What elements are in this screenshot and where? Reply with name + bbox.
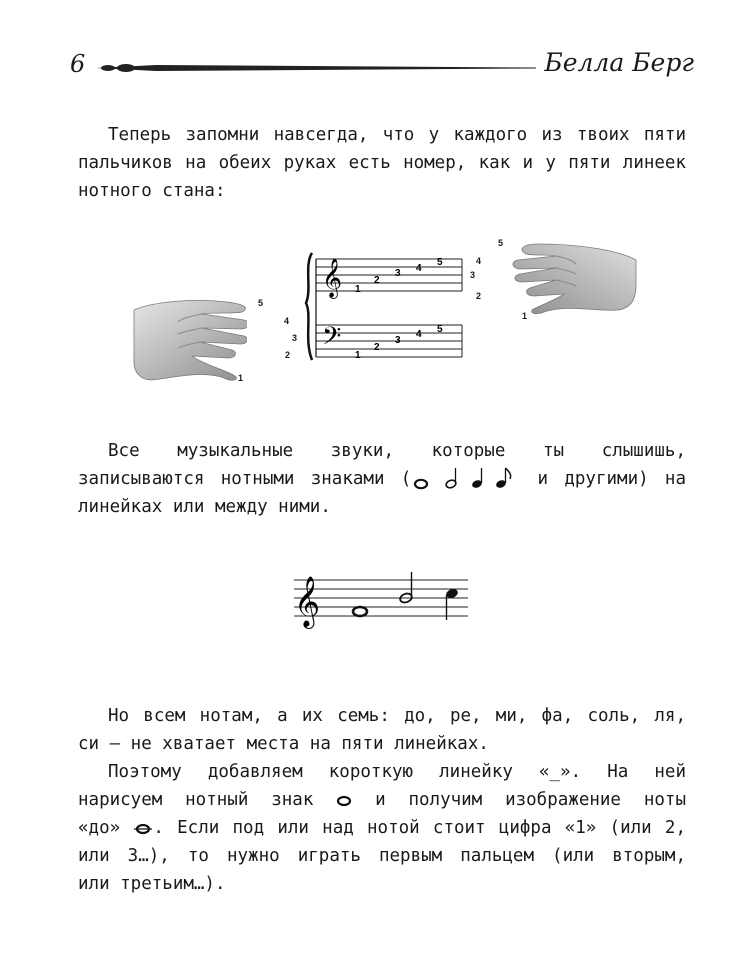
text-line bbox=[78, 814, 686, 842]
page-number: 6 bbox=[70, 50, 86, 78]
bass-number-5: 5 bbox=[437, 324, 443, 335]
text-segment: «до» bbox=[78, 818, 134, 838]
staff-brace bbox=[306, 253, 312, 360]
bass-clef-icon: 𝄢 bbox=[322, 323, 342, 356]
left-finger-4: 4 bbox=[284, 316, 290, 326]
left-finger-3: 3 bbox=[292, 333, 298, 343]
treble-number-5: 5 bbox=[437, 257, 443, 268]
text-segment: и получим изображение ноты bbox=[352, 790, 686, 810]
text-line: Поэтому добавляем короткую линейку «_». На ней bbox=[108, 762, 686, 782]
page-header bbox=[0, 48, 732, 88]
treble-number-1: 1 bbox=[355, 284, 361, 295]
text-line: си — не хватает места на пяти линейках. bbox=[78, 734, 489, 754]
text-segment: и другими) на bbox=[521, 469, 686, 489]
text-line bbox=[78, 786, 686, 814]
left-finger-5: 5 bbox=[258, 298, 264, 308]
treble-clef-icon: 𝄞 bbox=[322, 259, 343, 297]
right-finger-3: 3 bbox=[470, 270, 476, 280]
text-line: Все музыкальные звуки, которые ты слышишь, bbox=[108, 441, 686, 461]
grand-staff bbox=[302, 245, 467, 370]
text-line: Но всем нотам, а их семь: до, ре, ми, фа, соль, ля, bbox=[108, 706, 686, 726]
author-name: Белла Берг bbox=[544, 48, 694, 77]
left-finger-1: 1 bbox=[238, 373, 244, 383]
text-line: линейках или между ними. bbox=[78, 497, 331, 517]
text-line: нотного стана: bbox=[78, 181, 226, 201]
bass-number-1: 1 bbox=[355, 350, 361, 361]
decorative-rule bbox=[96, 58, 536, 78]
bass-number-2: 2 bbox=[374, 342, 380, 353]
text-line: или 3…), то нужно играть первым пальцем (или вторым, bbox=[78, 846, 686, 866]
paragraph-seven-notes bbox=[78, 702, 686, 758]
whole-note-icon bbox=[353, 607, 367, 616]
left-finger-2: 2 bbox=[285, 350, 291, 360]
treble-number-3: 3 bbox=[395, 268, 401, 279]
bass-number-4: 4 bbox=[416, 329, 422, 340]
text-line: пальчиков на обеих руках есть номер, как и у пяти линеек bbox=[78, 153, 686, 173]
whole-note-icon bbox=[336, 793, 352, 807]
text-segment: нарисуем нотный знак bbox=[78, 790, 337, 810]
right-finger-4: 4 bbox=[476, 256, 482, 266]
right-finger-5: 5 bbox=[498, 238, 504, 248]
left-hand-illustration bbox=[132, 292, 247, 387]
paragraph-ledger-line bbox=[78, 758, 686, 898]
right-finger-2: 2 bbox=[476, 291, 482, 301]
text-segment: . Если под или над нотой стоит цифра «1» (или 2, bbox=[153, 818, 686, 838]
text-segment: записываются нотными знаками ( bbox=[78, 469, 412, 489]
paragraph-intro bbox=[78, 121, 686, 205]
note-symbols-icon bbox=[411, 466, 521, 492]
right-hand-illustration bbox=[508, 240, 638, 315]
paragraph-notation bbox=[78, 437, 686, 521]
right-finger-1: 1 bbox=[522, 311, 528, 321]
treble-number-4: 4 bbox=[416, 263, 422, 274]
bass-number-3: 3 bbox=[395, 335, 401, 346]
text-line: Теперь запомни навсегда, что у каждого из твоих пяти bbox=[108, 125, 686, 145]
text-line bbox=[78, 465, 686, 493]
note-do-icon bbox=[133, 821, 153, 835]
text-line: или третьим…). bbox=[78, 874, 226, 894]
treble-clef-icon: 𝄞 bbox=[294, 577, 321, 626]
example-staff bbox=[292, 570, 472, 635]
treble-number-2: 2 bbox=[374, 275, 380, 286]
